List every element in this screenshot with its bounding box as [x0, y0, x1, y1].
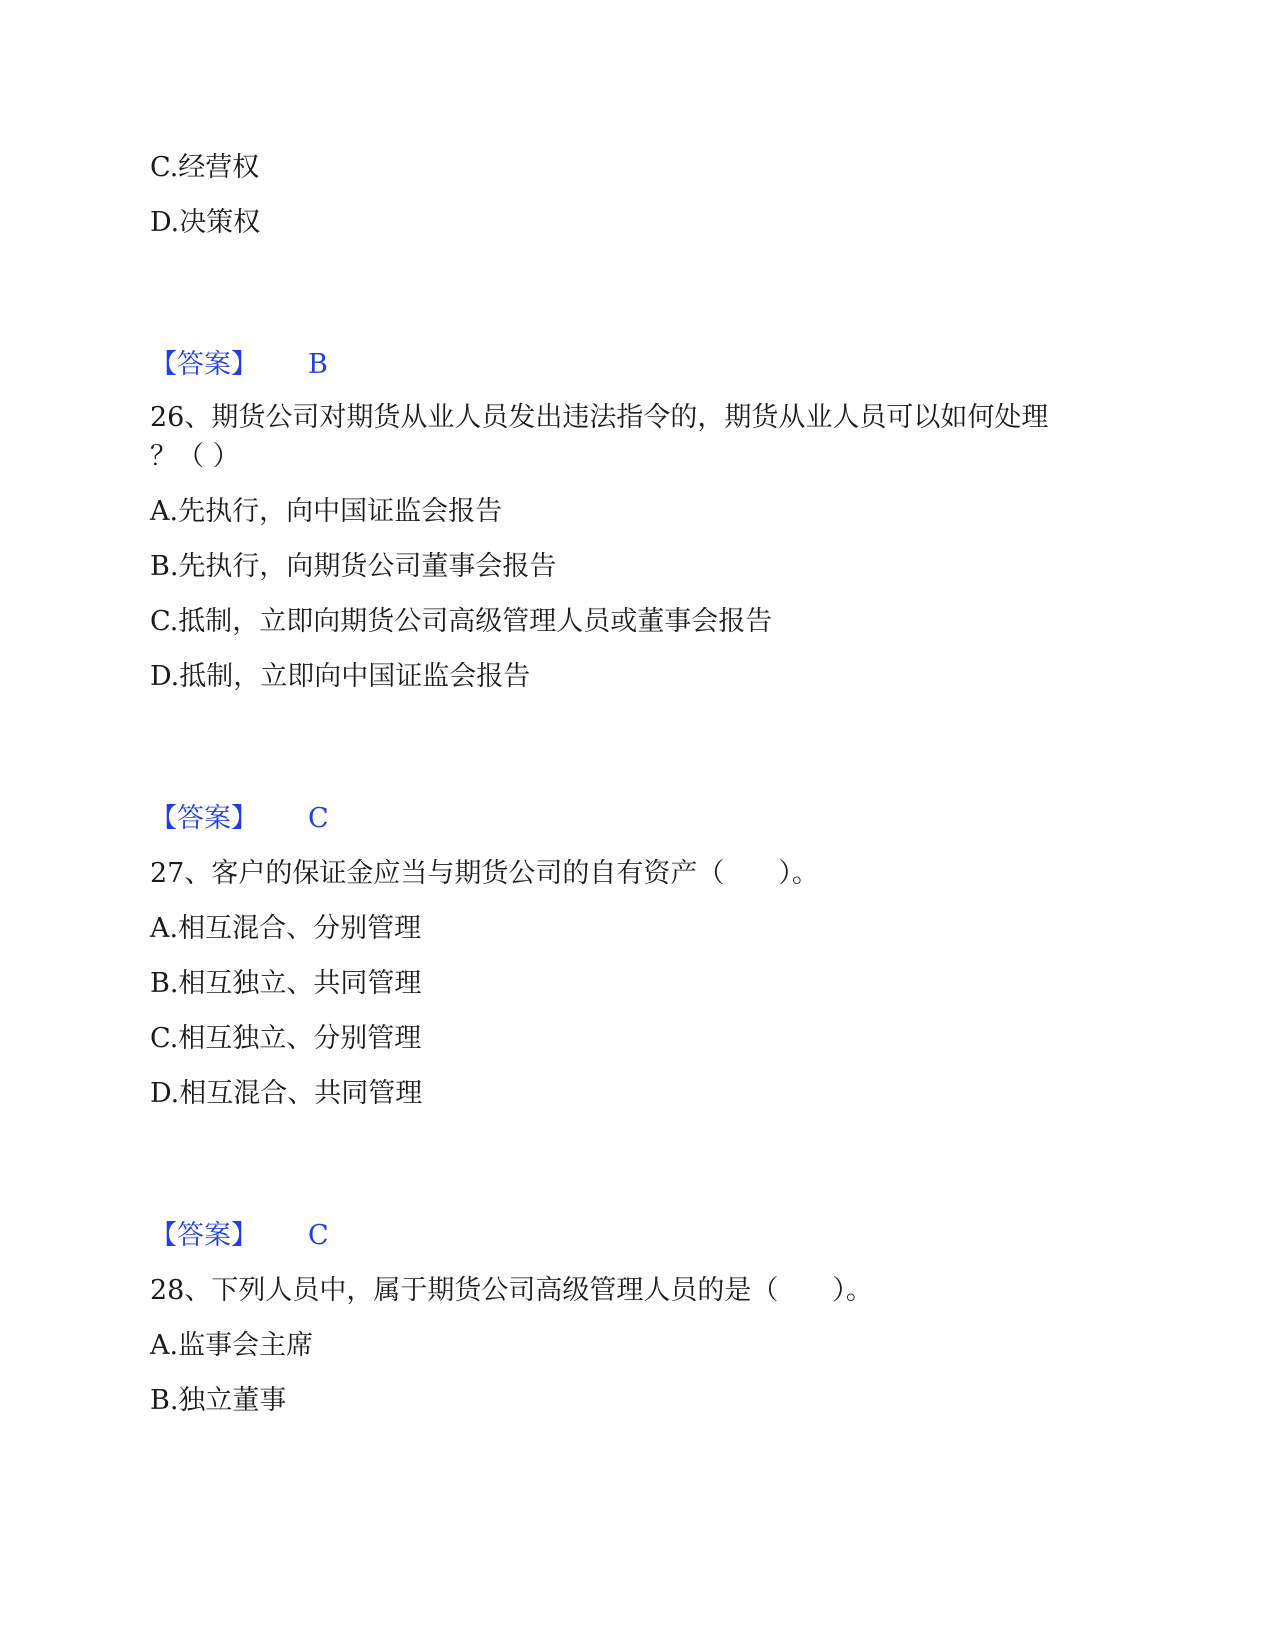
answer-label: 【答案】 [150, 1220, 258, 1251]
option-a-q28: A.监事会主席 [150, 1330, 314, 1361]
option-d-q26: D.抵制，立即向中国证监会报告 [150, 661, 531, 692]
answer-q27 [150, 1218, 329, 1254]
question-28-text: 28、下列人员中，属于期货公司高级管理人员的是（ ）。 [150, 1275, 873, 1306]
question-27-text: 27、客户的保证金应当与期货公司的自有资产（ ）。 [150, 858, 819, 889]
answer-value: C [308, 803, 329, 834]
option-b-q27: B.相互独立、共同管理 [150, 968, 422, 999]
option-a-q27: A.相互混合、分别管理 [150, 913, 422, 944]
option-c-q27: C.相互独立、分别管理 [150, 1023, 422, 1054]
option-c-q25: C.经营权 [150, 152, 260, 183]
answer-label: 【答案】 [150, 349, 258, 380]
answer-label: 【答案】 [150, 803, 258, 834]
option-d-q27: D.相互混合、共同管理 [150, 1078, 423, 1109]
option-c-q26: C.抵制，立即向期货公司高级管理人员或董事会报告 [150, 606, 773, 637]
option-b-q26: B.先执行，向期货公司董事会报告 [150, 551, 557, 582]
answer-value: B [308, 349, 328, 380]
answer-value: C [308, 1220, 329, 1251]
answer-q25 [150, 347, 328, 383]
question-26-text: 26、期货公司对期货从业人员发出违法指令的，期货从业人员可以如何处理 [150, 402, 1049, 433]
option-b-q28: B.独立董事 [150, 1385, 287, 1416]
question-26-text-continued: ？（ ） [150, 441, 240, 472]
option-a-q26: A.先执行，向中国证监会报告 [150, 496, 503, 527]
answer-q26 [150, 801, 329, 837]
option-d-q25: D.决策权 [150, 207, 261, 238]
